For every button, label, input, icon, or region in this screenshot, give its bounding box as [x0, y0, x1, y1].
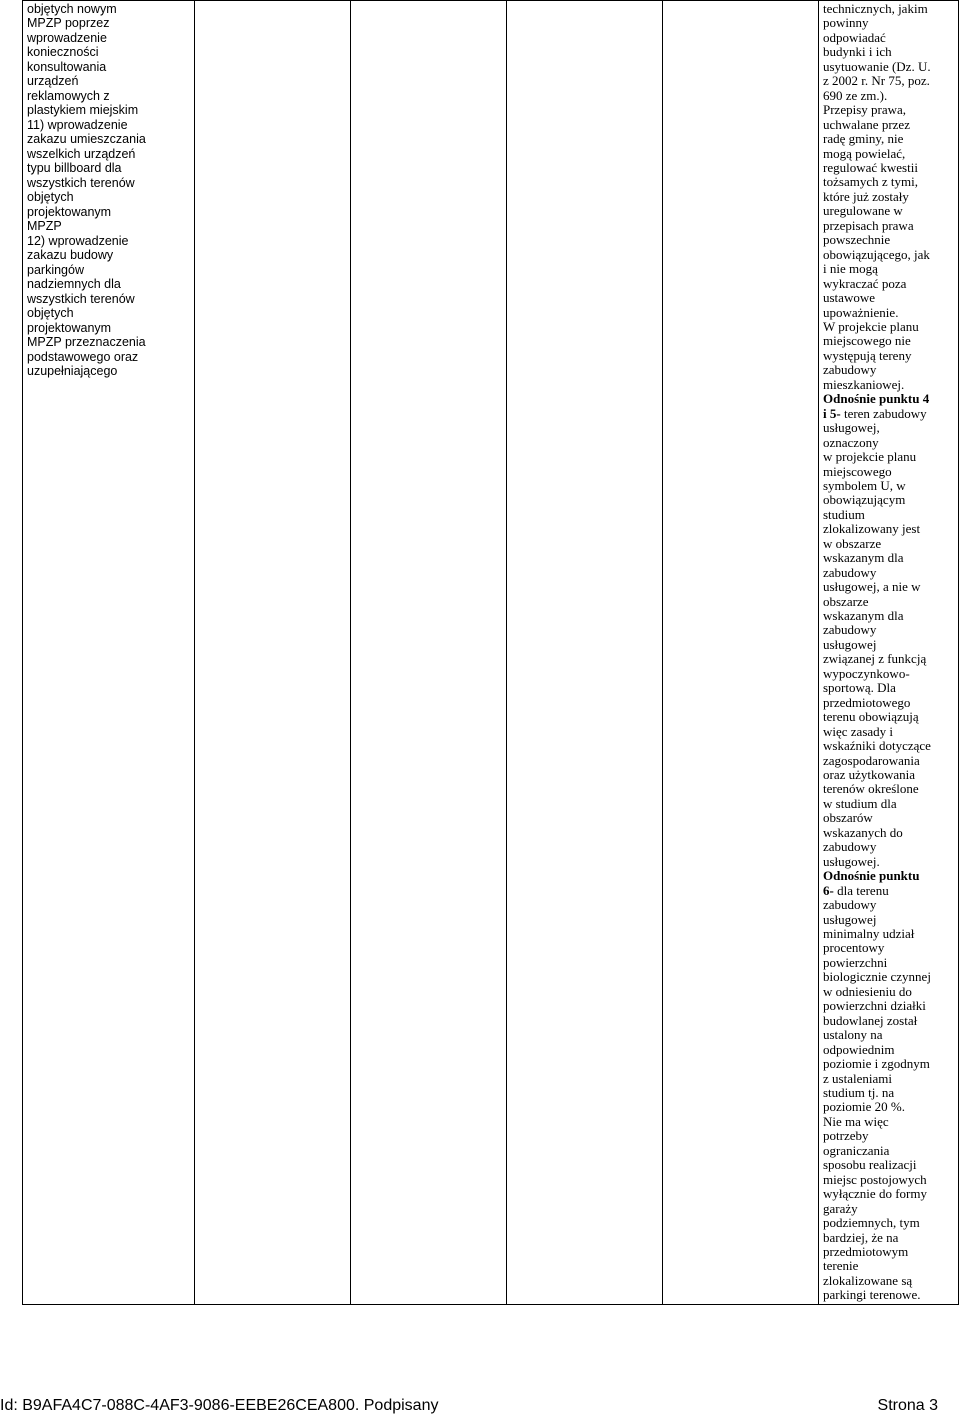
remarks-table	[22, 0, 959, 1305]
document-id: Id: B9AFA4C7-088C-4AF3-9086-EEBE26CEA800. Podpisany	[0, 1397, 439, 1414]
page-footer	[0, 1396, 938, 1416]
remark-content-text: objętych nowym MPZP poprzez wprowadzenie konieczności konsultowania urządzeń reklamowych z plastykiem miejskim 11) wprowadzenie zakazu umieszczania wszelkich urządzeń typu billboard dla wszystkich terenów objętych projektowanym MPZP 12) wprowadzenie zakazu budowy parkingów nadziemnych dla wszystkich terenów objętych projektowanym MPZP przeznaczenia podstawowego oraz uzupełniającego	[27, 2, 146, 379]
empty-cell-5	[663, 1, 819, 1305]
justification-part-2: teren zabudowy usługowej, oznaczony w projekcie planu miejscowego symbolem U, w obowiązującym studium zlokalizowany jest w obszarze wskazanym dla zabudowy usługowej, a nie w obszarze wskazanym dla zabudowy usługowej związanej z funkcją wypoczynkowo- sportową. Dla przedmiotowego terenu obowiązują więc zasady i wskaźniki dotyczące zagospodarowania oraz użytkowania terenów określone w studium dla obszarów wskazanych do zabudowy usługowej.	[823, 405, 931, 869]
justification-heading-points-4-5: Odnośnie punktu 4 i 5-	[823, 391, 930, 421]
justification-heading-point-6: Odnośnie punktu 6-	[823, 868, 920, 898]
remark-content-cell	[23, 1, 195, 1305]
justification-cell	[819, 1, 959, 1305]
table-row	[23, 1, 959, 1305]
empty-cell-2	[195, 1, 351, 1305]
justification-part-1: technicznych, jakim powinny odpowiadać budynki i ich usytuowanie (Dz. U. z 2002 r. Nr 75, poz. 690 ze zm.). Przepisy prawa, uchwalane przez radę gminy, nie mogą powielać, regulować kwestii tożsamych z tymi, które już zostały uregulowane w przepisach prawa powszechnie obowiązującego, jak i nie mogą wykraczać poza ustawowe upoważnienie. W projekcie planu miejscowego nie występują tereny zabudowy mieszkaniowej.	[823, 1, 931, 392]
justification-text	[819, 1, 958, 1303]
empty-cell-4	[507, 1, 663, 1305]
page-number: Strona 3	[877, 1397, 938, 1414]
empty-cell-3	[351, 1, 507, 1305]
justification-part-3: dla terenu zabudowy usługowej minimalny udział procentowy powierzchni biologicznie czynnej w odniesieniu do powierzchni działki budowlanej został ustalony na odpowiednim poziomie i zgodnym z ustaleniami studium tj. na poziomie 20 %. Nie ma więc potrzeby ograniczania sposobu realizacji miejsc postojowych wyłącznie do formy garaży podziemnych, tym bardziej, że na przedmiotowym terenie zlokalizowane są parkingi terenowe.	[823, 882, 931, 1303]
